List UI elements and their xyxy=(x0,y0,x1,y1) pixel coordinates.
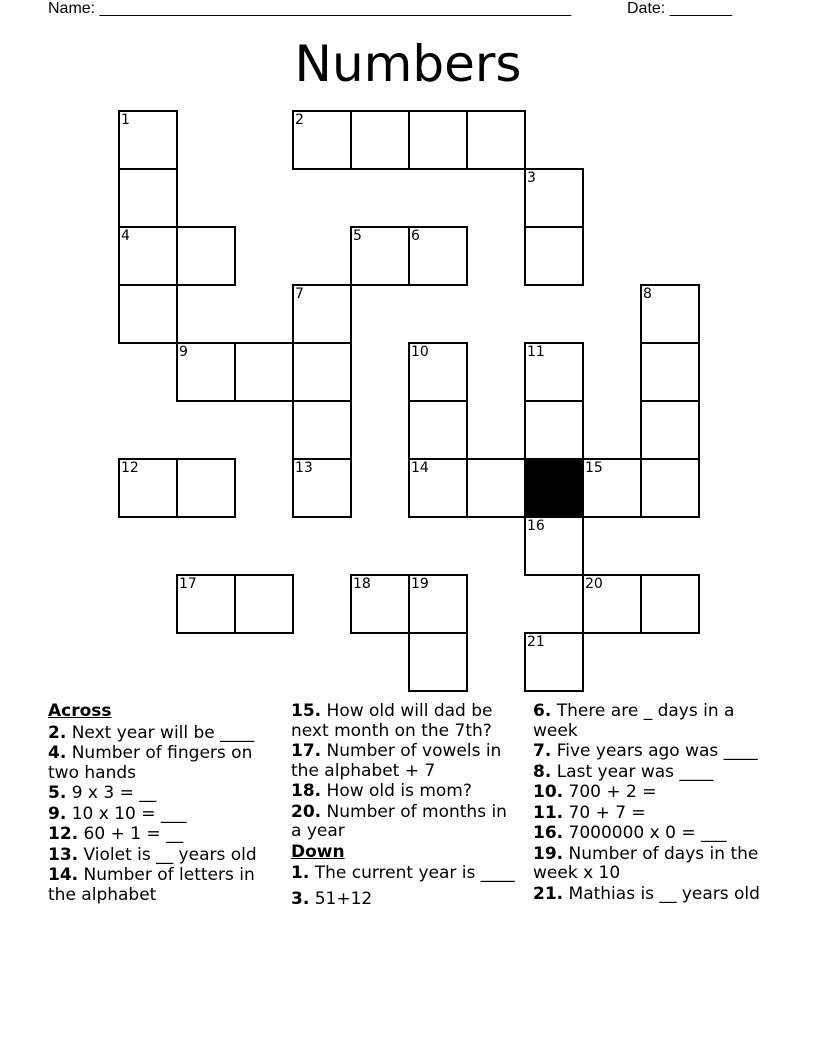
clue-number: 20 xyxy=(585,576,603,592)
clue-number: 5 xyxy=(353,228,362,244)
crossword-cell[interactable] xyxy=(640,574,700,634)
clue-number: 2 xyxy=(295,112,304,128)
black-square xyxy=(524,458,584,518)
crossword-cell[interactable] xyxy=(408,342,468,402)
crossword-cell[interactable] xyxy=(118,168,178,228)
crossword-cell[interactable] xyxy=(524,342,584,402)
across-heading: Across xyxy=(48,701,112,721)
across-clue: 20. Number of months in a year xyxy=(291,801,507,841)
clue-number: 7 xyxy=(295,286,304,302)
clue-column-1 xyxy=(48,702,278,906)
clue-number: 14 xyxy=(411,460,429,476)
down-clue: 8. Last year was ____ xyxy=(533,761,714,782)
crossword-cell[interactable] xyxy=(292,400,352,460)
down-clue: 7. Five years ago was ____ xyxy=(533,741,758,761)
crossword-cell[interactable] xyxy=(408,574,468,634)
across-clue: 15. How old will dad be next month on the 7th? xyxy=(291,701,493,741)
clue-number: 19 xyxy=(411,576,429,592)
crossword-cell[interactable] xyxy=(408,458,468,518)
crossword-cell[interactable] xyxy=(350,110,410,170)
down-clue: 21. Mathias is __ years old xyxy=(533,883,760,904)
clue-number: 15 xyxy=(585,460,603,476)
crossword-cell[interactable] xyxy=(176,342,236,402)
crossword-cell[interactable] xyxy=(292,284,352,344)
clue-number: 8 xyxy=(643,286,652,302)
crossword-cell[interactable] xyxy=(234,342,294,402)
crossword-cell[interactable] xyxy=(176,226,236,286)
crossword-cell[interactable] xyxy=(118,284,178,344)
crossword-cell[interactable] xyxy=(292,342,352,402)
crossword-cell[interactable] xyxy=(292,110,352,170)
crossword-cell[interactable] xyxy=(582,574,642,634)
clue-number: 4 xyxy=(121,228,130,244)
across-clue: 2. Next year will be ____ xyxy=(48,722,255,743)
crossword-cell[interactable] xyxy=(176,574,236,634)
clue-number: 21 xyxy=(527,634,545,650)
crossword-cell[interactable] xyxy=(524,516,584,576)
crossword-cell[interactable] xyxy=(234,574,294,634)
clue-number: 11 xyxy=(527,344,545,360)
puzzle-title: Numbers xyxy=(294,35,522,93)
down-clue: 10. 700 + 2 = xyxy=(533,782,657,802)
crossword-cell[interactable] xyxy=(292,458,352,518)
crossword-cell[interactable] xyxy=(408,110,468,170)
clue-number: 1 xyxy=(121,112,130,128)
crossword-cell[interactable] xyxy=(350,226,410,286)
crossword-cell[interactable] xyxy=(640,400,700,460)
crossword-cell[interactable] xyxy=(466,110,526,170)
clue-number: 9 xyxy=(179,344,188,360)
date-line: Date: _______ xyxy=(627,0,732,17)
crossword-cell[interactable] xyxy=(176,458,236,518)
down-clue: 11. 70 + 7 = xyxy=(533,802,646,823)
down-clue: 1. The current year is ____ xyxy=(291,863,515,883)
name-line: Name: _____________________________________________________ xyxy=(48,0,572,17)
crossword-cell[interactable] xyxy=(640,458,700,518)
across-clue: 14. Number of letters in the alphabet xyxy=(48,865,255,905)
crossword-cell[interactable] xyxy=(582,458,642,518)
crossword-cell[interactable] xyxy=(524,400,584,460)
down-clue: 6. There are _ days in a week xyxy=(533,701,735,741)
crossword-cell[interactable] xyxy=(466,458,526,518)
crossword-cell[interactable] xyxy=(118,110,178,170)
down-clue: 19. Number of days in the week x 10 xyxy=(533,843,759,883)
across-clue: 9. 10 x 10 = ___ xyxy=(48,803,187,824)
clue-number: 3 xyxy=(527,170,536,186)
crossword-cell[interactable] xyxy=(524,168,584,228)
crossword-cell[interactable] xyxy=(118,226,178,286)
across-clue: 4. Number of fingers on two hands xyxy=(48,743,253,783)
clue-number: 12 xyxy=(121,460,139,476)
across-clue: 18. How old is mom? xyxy=(291,781,472,801)
down-clue: 16. 7000000 x 0 = ___ xyxy=(533,823,727,843)
clue-column-2 xyxy=(291,702,521,910)
clue-column-3 xyxy=(533,702,763,905)
crossword-cell[interactable] xyxy=(118,458,178,518)
across-clue: 13. Violet is __ years old xyxy=(48,844,257,865)
crossword-cell[interactable] xyxy=(524,226,584,286)
crossword-cell[interactable] xyxy=(640,342,700,402)
crossword-cell[interactable] xyxy=(640,284,700,344)
clue-number: 6 xyxy=(411,228,420,244)
clue-number: 10 xyxy=(411,344,429,360)
crossword-cell[interactable] xyxy=(350,574,410,634)
down-heading: Down xyxy=(291,841,345,862)
across-clue: 12. 60 + 1 = __ xyxy=(48,824,184,844)
across-clue: 5. 9 x 3 = __ xyxy=(48,783,157,803)
clue-number: 17 xyxy=(179,576,197,592)
clue-number: 13 xyxy=(295,460,313,476)
crossword-cell[interactable] xyxy=(408,632,468,692)
crossword-cell[interactable] xyxy=(524,632,584,692)
across-clue: 17. Number of vowels in the alphabet + 7 xyxy=(291,741,502,781)
clue-number: 18 xyxy=(353,576,371,592)
clue-number: 16 xyxy=(527,518,545,534)
down-clue: 3. 51+12 xyxy=(291,888,373,909)
crossword-cell[interactable] xyxy=(408,400,468,460)
crossword-cell[interactable] xyxy=(408,226,468,286)
